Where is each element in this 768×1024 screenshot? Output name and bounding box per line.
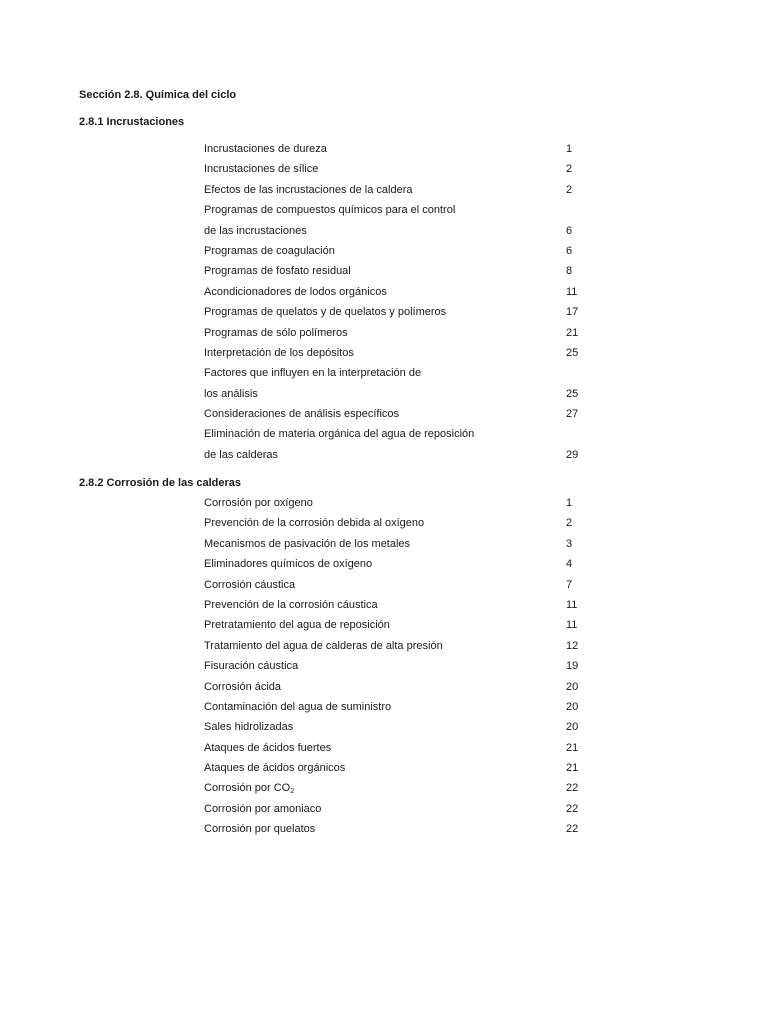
entry-page: 11 [566, 619, 578, 632]
section-title: Sección 2.8. Química del ciclo [79, 89, 237, 101]
entry-text-subscript: 2 [290, 788, 295, 796]
toc-entry [204, 680, 584, 700]
entry-text: Acondicionadores de lodos orgánicos [204, 285, 387, 298]
entry-page: 20 [566, 700, 579, 713]
entry-text: Consideraciones de análisis específicos [204, 408, 400, 421]
toc-entry [204, 496, 584, 516]
toc-entry [204, 822, 584, 842]
toc-entry [204, 618, 584, 638]
entry-text: de las calderas [204, 448, 278, 461]
toc-list-corrosion [204, 496, 584, 843]
entry-page: 29 [566, 448, 579, 461]
toc-entry [204, 346, 584, 366]
entry-text-main: Corrosión por CO [204, 782, 291, 795]
entry-page: 2 [566, 163, 573, 176]
toc-entry [204, 305, 584, 325]
entry-text: Programas de compuestos químicos para el control [204, 204, 456, 217]
entry-text: Corrosión por oxígeno [204, 497, 313, 509]
toc-entry [204, 203, 584, 223]
toc-entry [204, 802, 584, 822]
entry-page: 22 [566, 802, 579, 815]
toc-entry [204, 781, 584, 801]
subsection-title-incrustaciones: 2.8.1 Incrustaciones [79, 116, 185, 128]
entry-text: Sales hidrolizadas [204, 721, 294, 734]
entry-text: Corrosión por quelatos [204, 823, 316, 836]
entry-page: 2 [566, 183, 573, 196]
entry-text: Ataques de ácidos fuertes [204, 741, 332, 754]
entry-text: Programas de quelatos y de quelatos y polímeros [204, 306, 447, 319]
toc-entry [204, 537, 584, 557]
entry-page: 1 [566, 497, 573, 509]
entry-text: Programas de fosfato residual [204, 265, 351, 278]
toc-entry [204, 326, 584, 346]
entry-page: 21 [566, 326, 579, 339]
toc-entry [204, 407, 584, 427]
toc-entry [204, 162, 584, 182]
entry-page: 21 [566, 762, 579, 775]
entry-page: 11 [566, 598, 578, 611]
entry-page: 3 [566, 537, 573, 550]
entry-page: 11 [566, 285, 578, 298]
entry-text: Prevención de la corrosión debida al oxígeno [204, 517, 425, 530]
entry-text: Eliminadores químicos de oxígeno [204, 558, 373, 571]
entry-text: los análisis [204, 387, 258, 400]
entry-page: 1 [566, 143, 573, 155]
toc-entry [204, 761, 584, 781]
entry-text: Pretratamiento del agua de reposición [204, 619, 390, 632]
entry-text: Tratamiento del agua de calderas de alta presión [204, 639, 443, 652]
entry-text: Contaminación del agua de suministro [204, 700, 392, 713]
entry-page: 6 [566, 244, 573, 257]
entry-page: 25 [566, 346, 579, 359]
entry-text: Factores que influyen en la interpretación de [204, 367, 422, 380]
toc-entry [204, 639, 584, 659]
toc-entry [204, 448, 584, 468]
entry-text: de las incrustaciones [204, 224, 307, 237]
entry-page: 22 [566, 782, 579, 795]
entry-page: 8 [566, 265, 573, 278]
toc-entry [204, 741, 584, 761]
entry-text: Corrosión por amoniaco [204, 802, 322, 815]
entry-page: 25 [566, 387, 579, 400]
toc-entry [204, 598, 584, 618]
entry-page: 20 [566, 680, 579, 693]
entry-page: 19 [566, 660, 579, 673]
toc-entry [204, 720, 584, 740]
entry-text: Fisuración cáustica [204, 660, 299, 673]
entry-text: Efectos de las incrustaciones de la caldera [204, 183, 413, 196]
entry-page: 6 [566, 224, 573, 237]
entry-text: Interpretación de los depósitos [204, 346, 354, 359]
toc-entry [204, 183, 584, 203]
entry-text: Ataques de ácidos orgánicos [204, 762, 346, 775]
toc-entry [204, 366, 584, 386]
entry-page: 21 [566, 741, 579, 754]
subsection-title-corrosion: 2.8.2 Corrosión de las calderas [79, 477, 242, 489]
entry-text: Incrustaciones de sílice [204, 163, 319, 176]
toc-entry [204, 659, 584, 679]
toc-entry [204, 578, 584, 598]
entry-text: Mecanismos de pasivación de los metales [204, 537, 411, 550]
entry-page: 2 [566, 517, 573, 530]
entry-page: 27 [566, 408, 579, 421]
entry-page: 12 [566, 639, 579, 652]
toc-entry [204, 285, 584, 305]
entry-text: Corrosión ácida [204, 680, 282, 693]
toc-entry [204, 427, 584, 447]
toc-list-incrustaciones [204, 142, 584, 468]
entry-page: 7 [566, 578, 573, 591]
entry-text [204, 781, 294, 795]
toc-entry [204, 557, 584, 577]
entry-page: 22 [566, 823, 579, 836]
entry-page: 4 [566, 558, 573, 571]
toc-entry [204, 516, 584, 536]
entry-text: Eliminación de materia orgánica del agua de reposición [204, 428, 475, 441]
toc-entry [204, 700, 584, 720]
entry-page: 17 [566, 306, 579, 319]
toc-entry [204, 387, 584, 407]
toc-entry [204, 224, 584, 244]
toc-entry [204, 244, 584, 264]
toc-entry [204, 264, 584, 284]
entry-text: Programas de coagulación [204, 244, 335, 257]
entry-text: Programas de sólo polímeros [204, 326, 348, 339]
entry-text: Incrustaciones de dureza [204, 143, 327, 155]
entry-text: Prevención de la corrosión cáustica [204, 598, 378, 611]
entry-page: 20 [566, 721, 579, 734]
toc-entry [204, 142, 584, 162]
entry-text: Corrosión cáustica [204, 578, 296, 591]
